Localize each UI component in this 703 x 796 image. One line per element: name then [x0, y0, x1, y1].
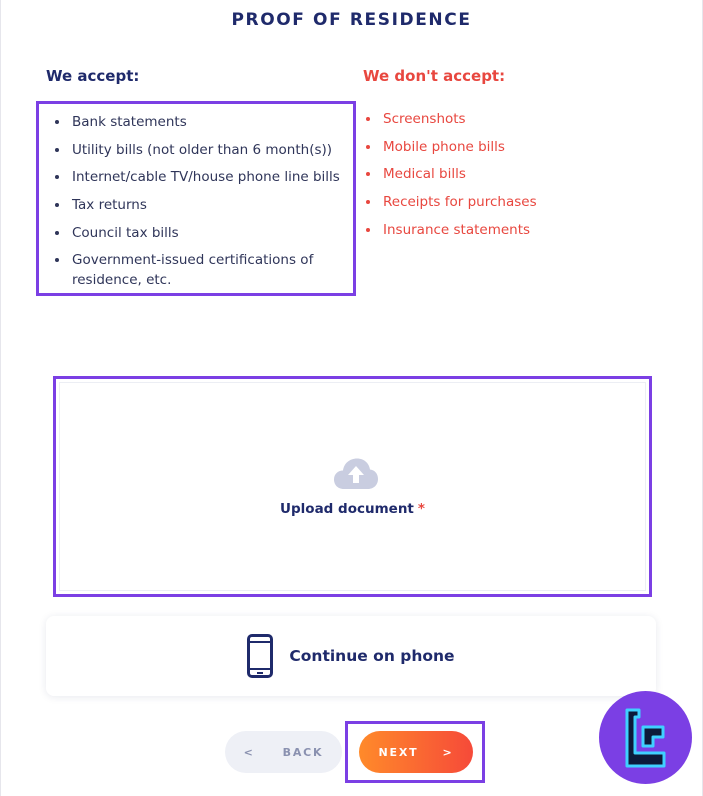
next-button-highlight — [345, 721, 485, 783]
chevron-right-icon: > — [442, 745, 454, 759]
accepted-documents-box — [36, 101, 356, 296]
rejected-item: Mobile phone bills — [366, 137, 666, 157]
upload-label-text: Upload document — [280, 501, 414, 517]
smartphone-icon — [247, 634, 273, 678]
back-button[interactable] — [225, 731, 342, 773]
reject-heading: We don't accept: — [363, 67, 506, 85]
logo-mark-icon — [599, 691, 692, 784]
chevron-left-icon: < — [243, 745, 255, 759]
upload-document-label — [60, 501, 645, 517]
accept-heading: We accept: — [46, 67, 140, 85]
rejected-item: Receipts for purchases — [366, 192, 666, 212]
required-asterisk: * — [417, 501, 425, 517]
next-button[interactable] — [359, 731, 473, 773]
upload-document-dropzone[interactable] — [53, 376, 652, 597]
rejected-documents-list — [366, 109, 666, 247]
frame-border-left — [0, 0, 1, 796]
continue-on-phone-label: Continue on phone — [289, 647, 455, 665]
back-button-label: BACK — [282, 745, 324, 759]
upload-dropzone-inner[interactable] — [59, 382, 646, 591]
accepted-item: Council tax bills — [55, 223, 347, 243]
brand-logo — [599, 691, 692, 784]
accepted-item: Government-issued certifications of residence, etc. — [55, 250, 347, 290]
rejected-item: Medical bills — [366, 164, 666, 184]
rejected-item: Screenshots — [366, 109, 666, 129]
accepted-item: Bank statements — [55, 112, 347, 132]
accepted-item: Utility bills (not older than 6 month(s)) — [55, 140, 347, 160]
accepted-item: Tax returns — [55, 195, 347, 215]
cloud-upload-icon — [333, 457, 379, 491]
next-button-label: NEXT — [378, 745, 419, 759]
rejected-item: Insurance statements — [366, 220, 666, 240]
accepted-documents-list — [55, 112, 347, 298]
continue-on-phone-button[interactable] — [46, 616, 656, 696]
page-title: PROOF OF RESIDENCE — [231, 10, 472, 30]
accepted-item: Internet/cable TV/house phone line bills — [55, 167, 347, 187]
